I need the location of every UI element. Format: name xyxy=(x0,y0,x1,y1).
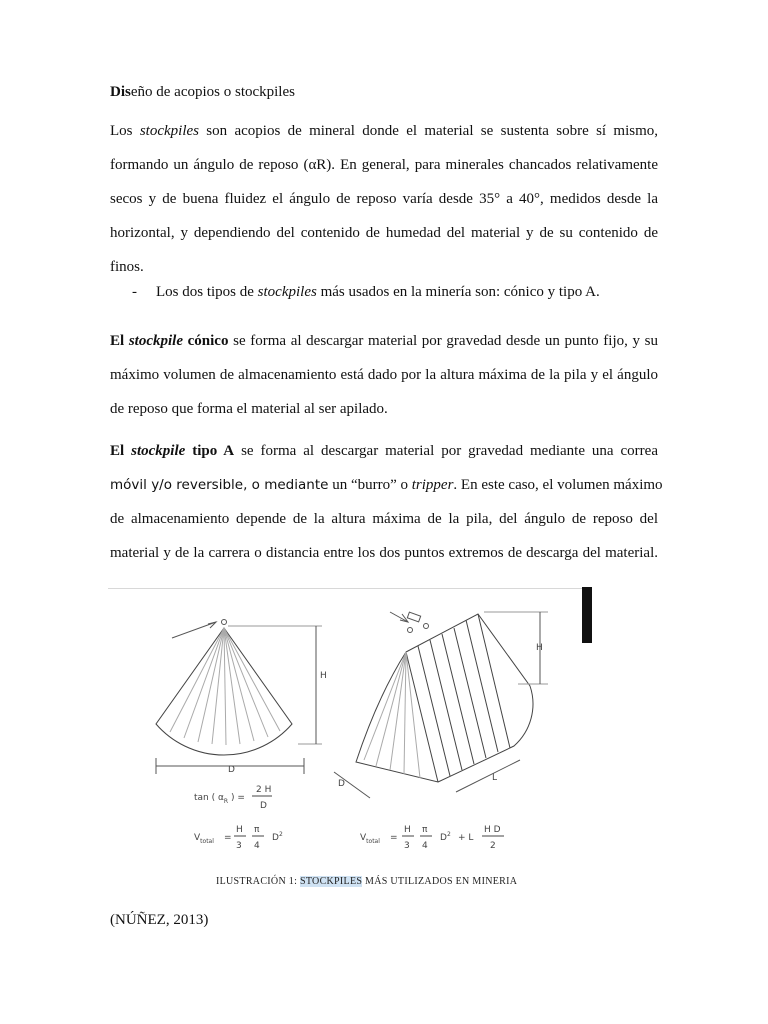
svg-text:π: π xyxy=(254,825,260,835)
label-h-left: H xyxy=(320,671,327,681)
type-a-formula xyxy=(360,825,504,851)
svg-text:2 H: 2 H xyxy=(256,785,272,795)
bullet-dash: - xyxy=(132,284,137,300)
svg-text:Vtotal: $V_{total}$ xyxy=(194,833,214,845)
svg-text:3: 3 xyxy=(404,841,410,851)
type-a-stockpile-diagram xyxy=(334,612,548,798)
svg-text:4: 4 xyxy=(422,841,428,851)
svg-text:D: D xyxy=(260,801,267,811)
svg-text:+ L: + L xyxy=(458,833,474,843)
feed-line xyxy=(172,622,216,638)
caption-highlight: STOCKPILES xyxy=(299,876,363,887)
text-line: El stockpile tipo A se forma al descargar material por gravedad mediante una correa xyxy=(110,443,658,459)
text-line: Los stockpiles son acopios de mineral donde el material se sustenta sobre sí mismo, xyxy=(110,123,659,139)
l-dim-line xyxy=(456,760,520,792)
cone-rays xyxy=(170,628,280,745)
paragraph-intro xyxy=(110,114,658,284)
text-line: horizontal, y dependiendo del contenido de humedad del material y de su contenido de xyxy=(110,225,658,241)
paragraph-type-a xyxy=(110,434,663,570)
svg-text:π: π xyxy=(422,825,428,835)
text-line: El stockpile cónico se forma al descargar material por gravedad desde un punto fijo, y su xyxy=(110,333,659,349)
section-heading xyxy=(110,84,295,101)
conical-stockpile-diagram xyxy=(156,620,327,776)
text-line: formando un ángulo de reposo (αR). En general, para minerales chancados relativamente xyxy=(110,157,658,173)
svg-text:D2: $D^2$ xyxy=(272,831,283,843)
label-l: L xyxy=(492,773,498,783)
discharge-point xyxy=(222,620,227,625)
label-h-right: H xyxy=(536,643,543,653)
svg-text:H: H xyxy=(404,825,411,835)
text-line: móvil y/o reversible, o mediante un “burro” o tripper. En este caso, el volumen máximo xyxy=(110,477,663,493)
svg-text:Vtotal: $V_{total}$ xyxy=(360,833,380,845)
tripper-arrow xyxy=(390,612,408,622)
text-line: máximo volumen de almacenamiento está dado por la altura máxima de la pila y el ángulo xyxy=(110,367,658,383)
discharge-point-2 xyxy=(424,624,429,629)
type-a-end-rays xyxy=(364,652,420,778)
text-line: finos. xyxy=(110,259,144,275)
tripper-icon xyxy=(407,612,420,622)
conical-formulas xyxy=(194,785,283,851)
citation: (NÚÑEZ, 2013) xyxy=(110,912,209,928)
svg-text:=: = xyxy=(224,833,232,843)
svg-text:tan ( αR ) =: tan ( $\alpha_R$ ) = xyxy=(194,793,245,805)
text-line: de reposo que forma el material al ser apilado. xyxy=(110,401,388,417)
svg-text:=: = xyxy=(390,833,398,843)
svg-text:D2: $D^2$ xyxy=(440,831,451,843)
label-d-left: D xyxy=(228,765,235,775)
svg-text:H: H xyxy=(236,825,243,835)
svg-text:3: 3 xyxy=(236,841,242,851)
discharge-point-1 xyxy=(408,628,413,633)
paragraph-conical xyxy=(110,324,658,426)
heading-rest: eño de acopios o stockpiles xyxy=(130,84,295,100)
type-a-stripes xyxy=(406,614,510,782)
svg-text:2: 2 xyxy=(490,841,496,851)
heading-bold: Dis xyxy=(110,84,131,100)
svg-text:4: 4 xyxy=(254,841,260,851)
text-line: de almacenamiento depende de la altura máxima de la pila, del ángulo de reposo del xyxy=(110,511,658,527)
figure-caption: ILUSTRACIÓN 1: STOCKPILES MÁS UTILIZADOS EN MINERIA xyxy=(216,876,518,887)
stockpile-figure xyxy=(108,586,602,868)
text-line: secos y de buena fluidez el ángulo de reposo varía desde 35° a 40°, medidos desde la xyxy=(110,191,658,207)
svg-text:H D: H D xyxy=(484,825,501,835)
bullet-item: - Los dos tipos de stockpiles más usados en la minería son: cónico y tipo A. xyxy=(132,284,600,300)
text-line: material y de la carrera o distancia entre los dos puntos extremos de descarga del material. xyxy=(110,545,658,561)
label-d-right: D xyxy=(338,779,345,789)
